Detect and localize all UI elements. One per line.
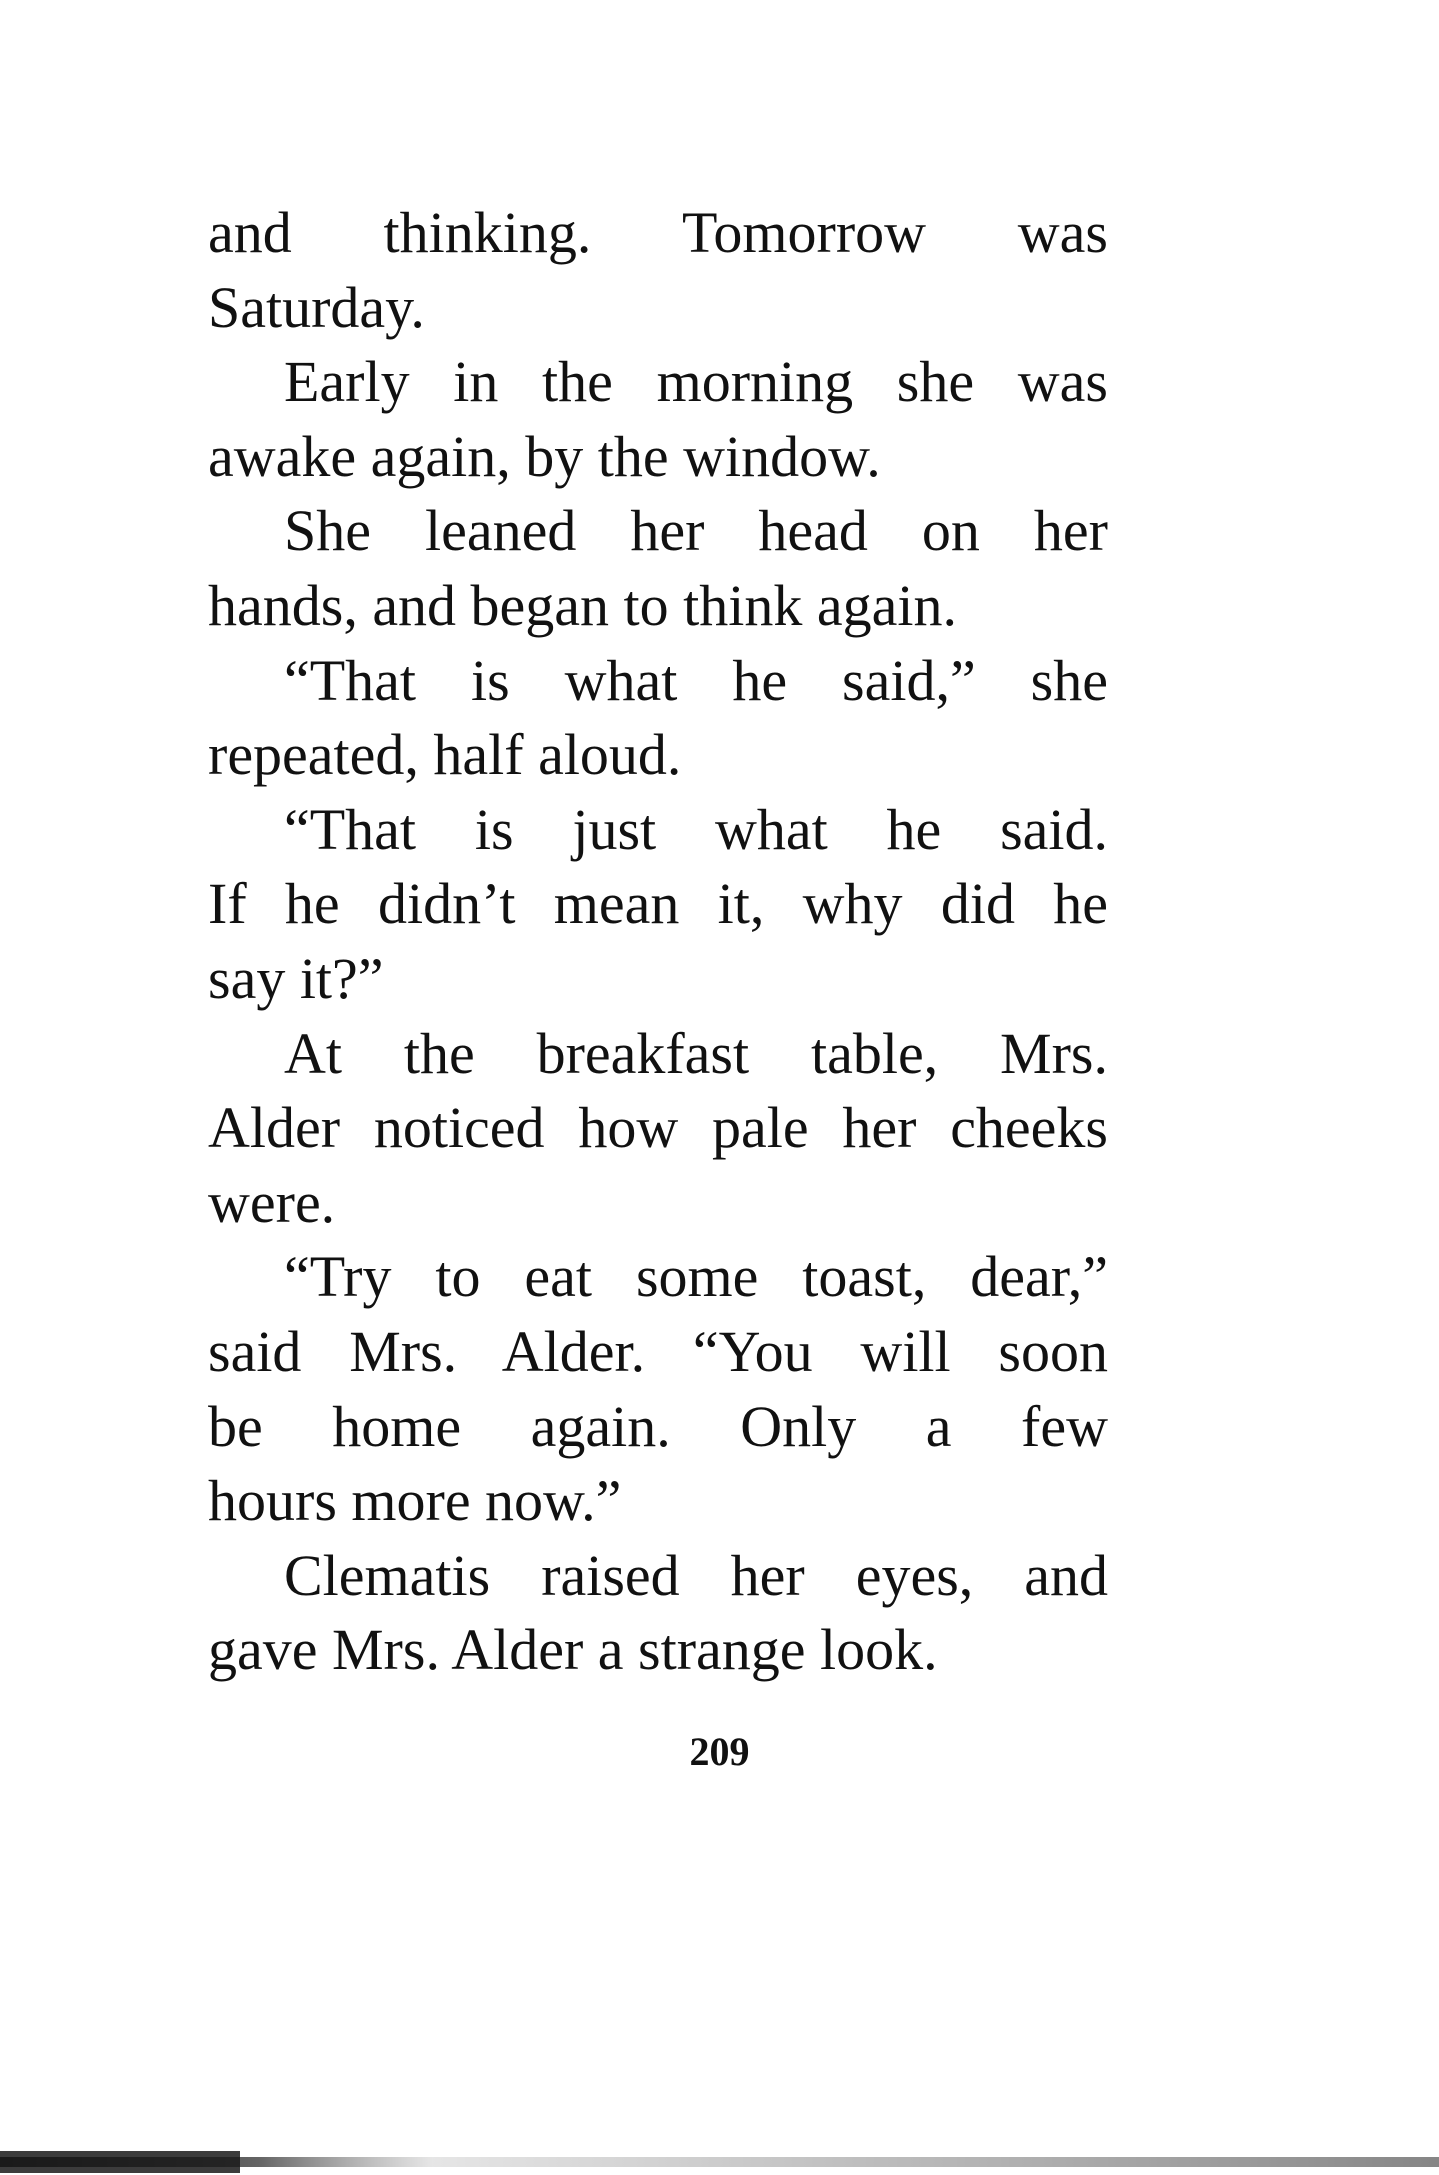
text-line: At the breakfast table, Mrs. — [284, 1020, 1108, 1086]
text-line: and thinking. Tomorrow was — [208, 200, 1108, 265]
text-line: be home again. Only a few — [208, 1393, 1108, 1459]
text-line: Saturday. — [208, 274, 425, 340]
text-line: were. — [208, 1169, 336, 1235]
scan-edge-shadow — [0, 2149, 1439, 2175]
text-line: repeated, half aloud. — [208, 722, 682, 788]
text-line: said Mrs. Alder. “You will soon — [208, 1318, 1108, 1384]
text-line: gave Mrs. Alder a strange look. — [208, 1617, 938, 1683]
text-line: hours more now.” — [208, 1468, 622, 1534]
text-line: hands, and began to think again. — [208, 572, 957, 638]
text-line: say it?” — [208, 945, 384, 1011]
page-number: 209 — [689, 1729, 750, 1774]
text-line: Alder noticed how pale her cheeks — [208, 1095, 1108, 1161]
body-text — [208, 196, 1108, 1688]
text-line: awake again, by the window. — [208, 423, 881, 489]
text-line: Early in the morning she was — [284, 349, 1108, 415]
text-line: “That is just what he said. — [284, 796, 1108, 862]
text-line: If he didn’t mean it, why did he — [208, 871, 1108, 937]
text-line: “Try to eat some toast, dear,” — [284, 1244, 1108, 1310]
text-line: “That is what he said,” she — [284, 647, 1108, 713]
text-line: She leaned her head on her — [284, 498, 1108, 564]
text-line: Clematis raised her eyes, and — [284, 1542, 1108, 1608]
